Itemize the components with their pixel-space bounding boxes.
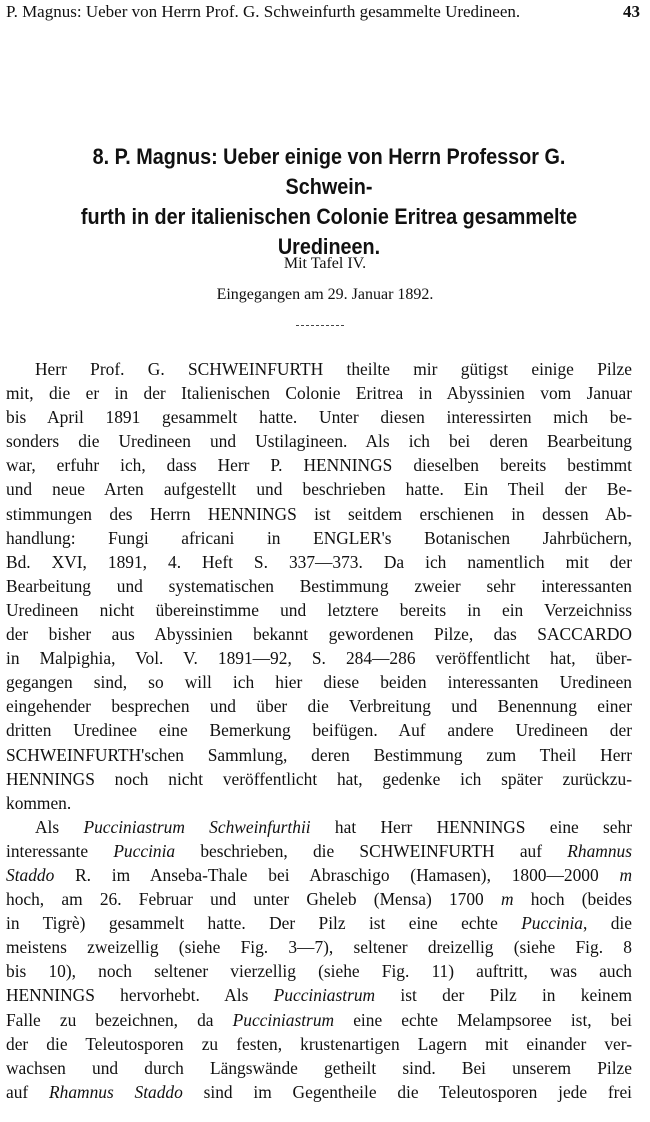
plate-note: Mit Tafel IV. [283,255,367,272]
text-line: handlung: Fungi africani in ENGLER's Botanischen Jahrbüchern, [6,527,632,548]
text-line: HENNINGS noch nicht veröffentlicht hat, gedenke ich später zurückzu- [6,768,632,789]
italic-term: Puccinia [113,840,176,861]
italic-term: m [619,864,632,885]
text-line [6,839,632,863]
article-title [58,142,600,262]
text-line [6,1080,632,1104]
title-line: Uredineen. [277,234,381,259]
paragraph-2 [6,815,632,1104]
running-head [6,0,644,24]
text-segment: beschrieben, die SCHWEINFURTH auf [175,840,568,861]
text-line: sonders die Uredineen und Ustilagineen. Als ich bei deren Bearbeitung [6,431,632,452]
text-line: dritten Uredinee eine Bemerkung beifügen. Auf andere Uredineen der [6,720,632,741]
text-line: SCHWEINFURTH'schen Sammlung, deren Bestimmung zum Theil Herr [6,744,632,765]
text-segment: der die Teleutosporen zu festen, krustenartigen Lagern mit einander ver- [6,1033,632,1054]
text-segment: HENNINGS hervorhebt. Als [6,985,274,1006]
page-number: 43 [623,2,640,21]
text-line [6,863,632,887]
text-line: der bisher aus Abyssinien bekannt gewordenen Pilze, das SACCARDO [6,624,632,645]
text-line: Herr Prof. G. SCHWEINFURTH theilte mir gütigst einige Pilze [35,359,632,379]
text-segment: ist der Pilz in keinem [375,985,632,1006]
text-segment: , die [583,913,632,934]
text-line: Uredineen nicht übereinstimme und letztere bereits in ein Verzeichniss [6,599,632,620]
italic-term: Rhamnus Staddo [49,1081,183,1102]
text-segment: in Tigrè) gesammelt hatte. Der Pilz ist eine echte [6,913,522,934]
section-divider [296,325,344,326]
text-line [6,935,632,959]
text-line [6,959,632,983]
text-line: Bearbeitung und systematischen Bestimmung zweier sehr interessanten [6,575,632,596]
text-line: stimmungen des Herrn HENNINGS ist seitdem erschienen in dessen Ab- [6,503,632,524]
italic-term: m [500,889,514,910]
paragraph-1 [6,357,632,815]
body-text [6,357,632,1104]
text-line [6,887,632,911]
text-line: war, erfuhr ich, dass Herr P. HENNINGS dieselben bereits bestimmt [6,455,632,476]
title-line: 8. P. Magnus: Ueber einige von Herrn Professor G. Schwein- [92,144,566,199]
italic-term: Staddo [6,864,55,885]
text-segment: interessante [6,840,114,861]
text-line: gegangen sind, so will ich hier diese beiden interessanten Uredineen [6,672,632,693]
text-line [6,1056,632,1080]
text-line [6,983,632,1007]
text-segment: sind im Gegentheile die Teleutosporen jede frei [182,1081,632,1102]
text-line: mit, die er in der Italienischen Colonie Eritrea in Abyssinien vom Januar [6,383,632,404]
text-line [6,815,632,839]
text-segment: hoch, am 26. Februar und unter Gheleb (Mensa) 1700 [6,889,501,910]
text-line [6,911,632,935]
text-line: eingehender besprechen und über die Verbreitung und Benennung einer [6,696,632,717]
text-segment: R. im Anseba-Thale bei Abraschigo (Hamasen), 1800—2000 [54,864,620,885]
text-line: kommen. [6,792,72,813]
received-date: Eingegangen am 29. Januar 1892. [216,286,434,303]
text-segment: auf [6,1081,49,1102]
running-title: P. Magnus: Ueber von Herrn Prof. G. Schweinfurth gesammelte Uredineen. [6,2,521,21]
italic-term: Pucciniastrum Schweinfurthii [83,816,311,837]
text-segment: wachsen und durch Längswände getheilt sind. Bei unserem Pilze [6,1057,632,1078]
text-segment: hat Herr HENNINGS eine sehr [310,816,632,837]
text-line: in Malpighia, Vol. V. 1891—92, S. 284—286 veröffentlicht hat, über- [6,648,632,669]
italic-term: Puccinia [521,913,583,934]
text-segment: eine echte Melampsoree ist, bei [334,1009,632,1030]
text-segment: Falle zu bezeichnen, da [6,1009,233,1030]
title-line: furth in der italienischen Colonie Eritrea gesammelte [80,204,578,229]
text-segment: meistens zweizellig (siehe Fig. 3—7), seltener dreizellig (siehe Fig. 8 [6,937,632,958]
text-segment: Als [35,816,84,837]
italic-term: Rhamnus [567,840,632,861]
text-line [6,1008,632,1032]
text-line: und neue Arten aufgestellt und beschrieben hatte. Ein Theil der Be- [6,479,632,500]
text-line [6,1032,632,1056]
text-line: bis April 1891 gesammelt hatte. Unter diesen interessirten mich be- [6,407,632,428]
text-segment: bis 10), noch seltener vierzellig (siehe Fig. 11) auftritt, was auch [6,961,632,982]
text-segment: hoch (beides [513,889,632,910]
italic-term: Pucciniastrum [273,985,376,1006]
italic-term: Pucciniastrum [232,1009,335,1030]
text-line: Bd. XVI, 1891, 4. Heft S. 337—373. Da ich namentlich mit der [6,551,632,572]
